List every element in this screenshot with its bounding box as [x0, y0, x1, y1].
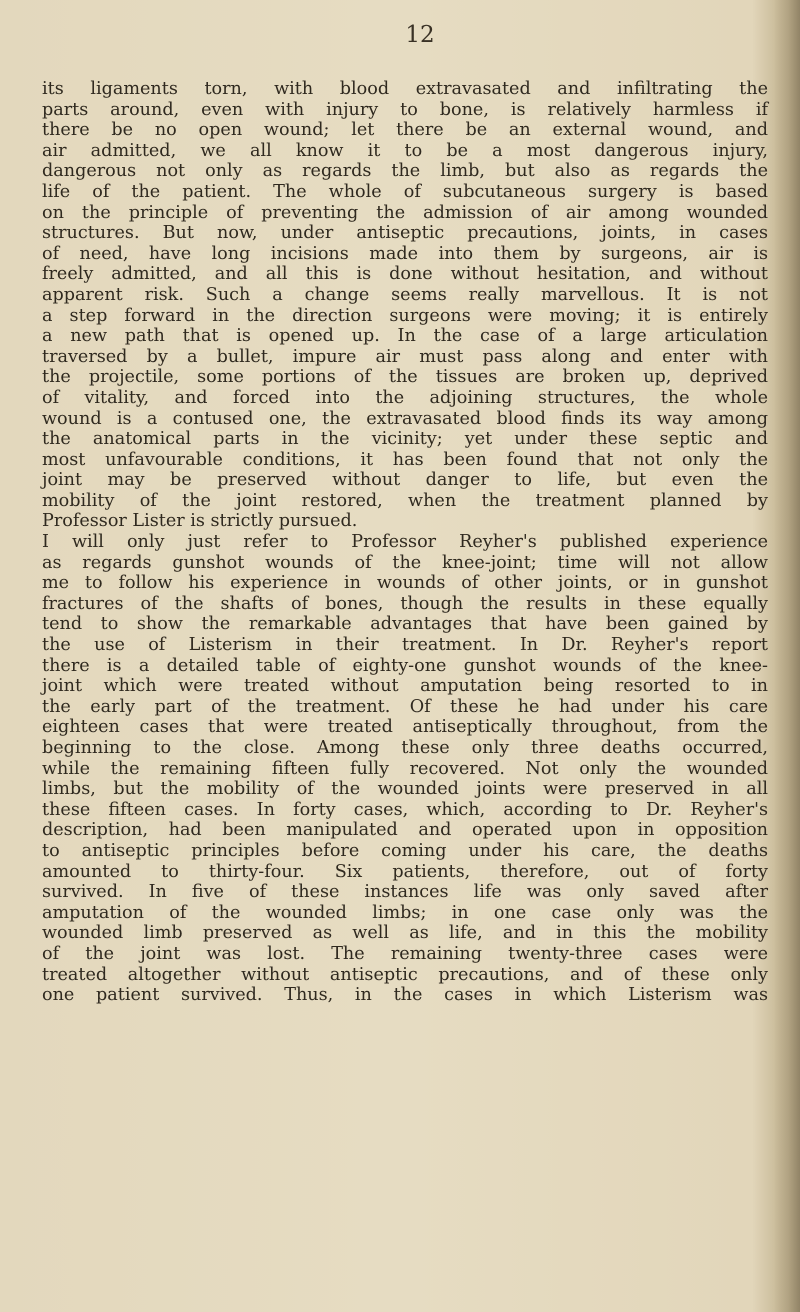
text-line: the anatomical parts in the vicinity; yet under these septic and	[42, 429, 768, 450]
text-line: while the remaining fifteen fully recovered. Not only the wounded	[42, 758, 768, 779]
text-line: its ligaments torn, with blood extravasated and infiltrating the	[42, 79, 768, 99]
text-line: life of the patient. The whole of subcutaneous surgery is based	[42, 181, 768, 202]
text-line: treated altogether without antiseptic precautions, and of these only	[42, 964, 768, 985]
text-line: of need, have long incisions made into them by surgeons, air is	[42, 243, 768, 264]
text-line: the early part of the treatment. Of these he had under his care	[42, 696, 768, 717]
body-text	[42, 79, 768, 1006]
text-line: beginning to the close. Among these only three deaths occurred,	[42, 738, 768, 758]
text-line: as regards gunshot wounds of the knee-joint; time will not allow	[42, 552, 768, 573]
text-line: wounded limb preserved as well as life, and in this the mobility	[42, 923, 768, 944]
text-line: apparent risk. Such a change seems really marvellous. It is not	[42, 284, 768, 305]
text-line: on the principle of preventing the admission of air among wounded	[42, 202, 768, 223]
text-line: air admitted, we all know it to be a most dangerous injury,	[42, 140, 768, 161]
text-line: amputation of the wounded limbs; in one case only was the	[42, 902, 768, 923]
text-line: me to follow his experience in wounds of other joints, or in gunshot	[42, 573, 768, 594]
text-line: most unfavourable conditions, it has been found that not only the	[42, 449, 768, 470]
text-line: parts around, even with injury to bone, is relatively harmless if	[42, 99, 768, 120]
text-line: of vitality, and forced into the adjoining structures, the whole	[42, 387, 768, 408]
page-number: 12	[405, 22, 435, 48]
text-line: fractures of the shafts of bones, though the results in these equally	[42, 593, 768, 614]
text-line: there is a detailed table of eighty-one gunshot wounds of the knee-	[42, 655, 768, 676]
text-line: traversed by a bullet, impure air must pass along and enter with	[42, 346, 768, 367]
text-line: I will only just refer to Professor Reyher's published experience	[42, 532, 768, 553]
text-line: a step forward in the direction surgeons were moving; it is entirely	[42, 305, 768, 326]
text-line: limbs, but the mobility of the wounded joints were preserved in all	[42, 779, 768, 800]
text-line: a new path that is opened up. In the case of a large articulation	[42, 326, 768, 347]
text-line: survived. In five of these instances life was only saved after	[42, 882, 768, 903]
text-line: amounted to thirty-four. Six patients, therefore, out of forty	[42, 861, 768, 882]
text-line: there be no open wound; let there be an external wound, and	[42, 120, 768, 141]
text-line: tend to show the remarkable advantages that have been gained by	[42, 614, 768, 635]
text-line: of the joint was lost. The remaining twenty-three cases were	[42, 943, 768, 964]
text-line: Professor Lister is strictly pursued.	[42, 511, 358, 532]
text-line: wound is a contused one, the extravasated blood finds its way among	[42, 408, 768, 429]
text-line: joint may be preserved without danger to life, but even the	[42, 470, 768, 491]
text-line: the use of Listerism in their treatment. In Dr. Reyher's report	[42, 635, 768, 656]
text-line: mobility of the joint restored, when the treatment planned by	[42, 490, 768, 511]
text-line: the projectile, some portions of the tissues are broken up, deprived	[42, 367, 768, 388]
page-edge-shadow	[774, 0, 800, 1312]
text-line: joint which were treated without amputation being resorted to in	[42, 676, 768, 697]
text-line: dangerous not only as regards the limb, but also as regards the	[42, 161, 768, 182]
text-line: one patient survived. Thus, in the cases in which Listerism was	[42, 985, 768, 1006]
text-line: to antiseptic principles before coming under his care, the deaths	[42, 840, 768, 861]
text-line: structures. But now, under antiseptic precautions, joints, in cases	[42, 223, 768, 244]
text-line: eighteen cases that were treated antiseptically throughout, from the	[42, 717, 768, 738]
text-line: these fifteen cases. In forty cases, which, according to Dr. Reyher's	[42, 799, 768, 820]
text-line: description, had been manipulated and operated upon in opposition	[42, 820, 768, 841]
text-line: freely admitted, and all this is done without hesitation, and without	[42, 264, 768, 285]
